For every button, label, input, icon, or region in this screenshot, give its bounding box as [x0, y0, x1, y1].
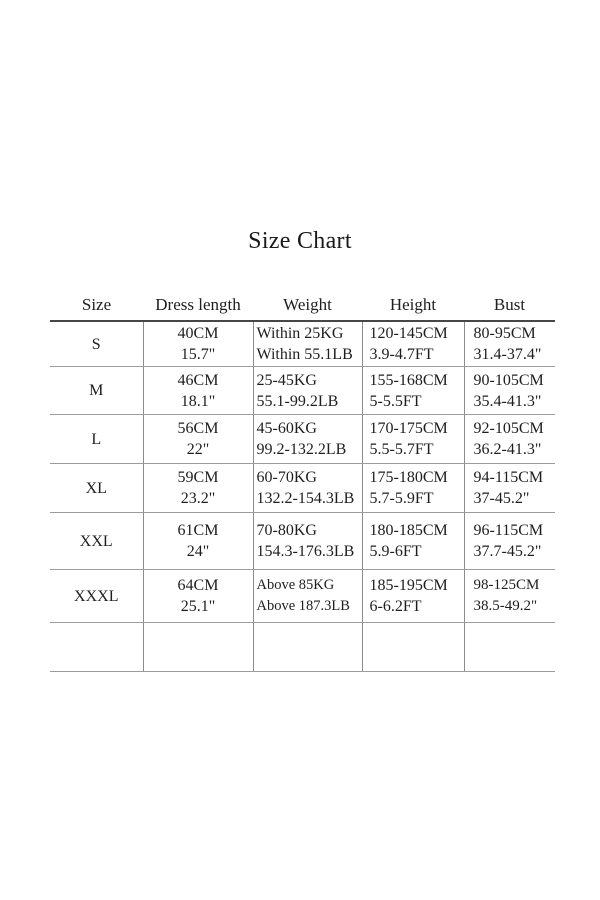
cell-line: XXXL — [74, 587, 119, 605]
cell-line: 23.2" — [180, 490, 216, 507]
table-cell — [464, 321, 555, 367]
header-cell-weight: Weight — [253, 290, 362, 321]
cell-line: M — [89, 382, 104, 399]
cell-line: 90-105CM — [473, 371, 544, 389]
cell-line: 37.7-45.2" — [473, 543, 542, 560]
cell-line — [257, 647, 362, 668]
cell-line: 92-105CM — [473, 420, 544, 437]
cell-line: 37-45.2" — [473, 490, 530, 507]
header-row — [50, 290, 555, 321]
header-cell-size: Size — [50, 290, 143, 321]
cell-line: 98-125CM — [473, 577, 540, 593]
cell-line: 15.7" — [180, 346, 216, 363]
cell-line: 25.1" — [180, 598, 216, 615]
cell-line: 60-70KG — [256, 469, 317, 486]
table-cell — [143, 415, 253, 464]
table-cell — [362, 367, 464, 415]
cell-line — [474, 647, 556, 668]
cell-line: 70-80KG — [256, 522, 317, 539]
cell-line: 3.9-4.7FT — [369, 346, 434, 363]
cell-line: Within 55.1LB — [256, 346, 353, 363]
cell-line — [370, 626, 464, 647]
cell-line: 154.3-176.3LB — [256, 543, 355, 560]
table-cell — [253, 513, 362, 570]
cell-line: 6-6.2FT — [369, 598, 422, 615]
table-cell — [362, 464, 464, 513]
table-cell — [362, 415, 464, 464]
cell-line: 94-115CM — [473, 469, 544, 486]
table-cell — [253, 415, 362, 464]
table-cell — [253, 570, 362, 623]
table-row — [50, 321, 555, 367]
cell-line: 96-115CM — [473, 522, 544, 539]
size-table-body — [50, 321, 555, 672]
table-cell — [253, 367, 362, 415]
table-cell — [50, 623, 143, 672]
cell-line: 46CM — [177, 371, 219, 389]
table-cell — [143, 321, 253, 367]
cell-line: XXL — [79, 532, 113, 550]
table-cell — [464, 415, 555, 464]
cell-line: 24" — [186, 543, 210, 560]
table-cell — [362, 623, 464, 672]
table-cell — [362, 321, 464, 367]
cell-line: 31.4-37.4" — [473, 346, 542, 363]
cell-line: S — [91, 335, 101, 353]
table-cell — [50, 321, 143, 367]
cell-line: 175-180CM — [369, 469, 448, 486]
table-cell — [464, 464, 555, 513]
cell-line: 45-60KG — [256, 420, 317, 437]
cell-line: 36.2-41.3" — [473, 441, 542, 458]
table-cell — [464, 623, 555, 672]
cell-line: 59CM — [177, 469, 219, 486]
cell-line: 35.4-41.3" — [473, 392, 542, 410]
cell-line: 180-185CM — [369, 522, 448, 539]
table-row — [50, 570, 555, 623]
header-cell-height: Height — [362, 290, 464, 321]
cell-line: 22" — [186, 441, 210, 458]
cell-line — [257, 626, 362, 647]
cell-line: L — [91, 430, 102, 448]
header-cell-dress-length: Dress length — [143, 290, 253, 321]
table-cell — [143, 570, 253, 623]
table-cell — [362, 570, 464, 623]
table-cell — [143, 464, 253, 513]
cell-line: 132.2-154.3LB — [256, 490, 355, 507]
cell-line: Within 25KG — [256, 325, 344, 342]
table-cell — [464, 570, 555, 623]
table-cell — [362, 513, 464, 570]
size-chart-table — [50, 290, 555, 672]
table-row — [50, 464, 555, 513]
table-cell — [464, 513, 555, 570]
cell-line: 5.7-5.9FT — [369, 490, 434, 507]
cell-line: Above 85KG — [256, 577, 335, 593]
header-cell-bust: Bust — [464, 290, 555, 321]
table-cell — [253, 464, 362, 513]
cell-line — [144, 647, 253, 668]
table-row — [50, 367, 555, 415]
table-header — [50, 290, 555, 321]
cell-line: 18.1" — [180, 392, 216, 410]
cell-line: 55.1-99.2LB — [256, 392, 339, 410]
cell-line: 40CM — [177, 325, 219, 342]
cell-line: 170-175CM — [369, 420, 448, 437]
table-cell — [50, 513, 143, 570]
cell-line — [474, 626, 556, 647]
table-row — [50, 513, 555, 570]
table-cell — [50, 570, 143, 623]
cell-line — [50, 637, 143, 658]
cell-line: 56CM — [177, 420, 219, 437]
cell-line: Above 187.3LB — [256, 598, 350, 614]
table-cell — [50, 367, 143, 415]
cell-line — [370, 647, 464, 668]
cell-line — [144, 626, 253, 647]
cell-line: 99.2-132.2LB — [256, 441, 347, 458]
table-cell — [50, 464, 143, 513]
cell-line: XL — [85, 479, 107, 497]
cell-line: 38.5-49.2" — [473, 598, 538, 614]
table-cell — [143, 367, 253, 415]
table-cell — [143, 513, 253, 570]
cell-line: 80-95CM — [473, 325, 536, 342]
cell-line: 5.5-5.7FT — [369, 441, 434, 458]
cell-line: 25-45KG — [256, 371, 317, 389]
table-row — [50, 415, 555, 464]
cell-line: 5-5.5FT — [369, 392, 422, 410]
cell-line: 5.9-6FT — [369, 543, 422, 560]
table-cell — [50, 415, 143, 464]
table-cell — [253, 623, 362, 672]
cell-line: 185-195CM — [369, 577, 448, 594]
cell-line: 155-168CM — [369, 371, 448, 389]
table-row — [50, 623, 555, 672]
cell-line: 64CM — [177, 577, 219, 594]
table-cell — [143, 623, 253, 672]
table-cell — [253, 321, 362, 367]
cell-line: 120-145CM — [369, 325, 448, 342]
page-title: Size Chart — [248, 228, 352, 254]
cell-line: 61CM — [177, 522, 219, 539]
table-cell — [464, 367, 555, 415]
